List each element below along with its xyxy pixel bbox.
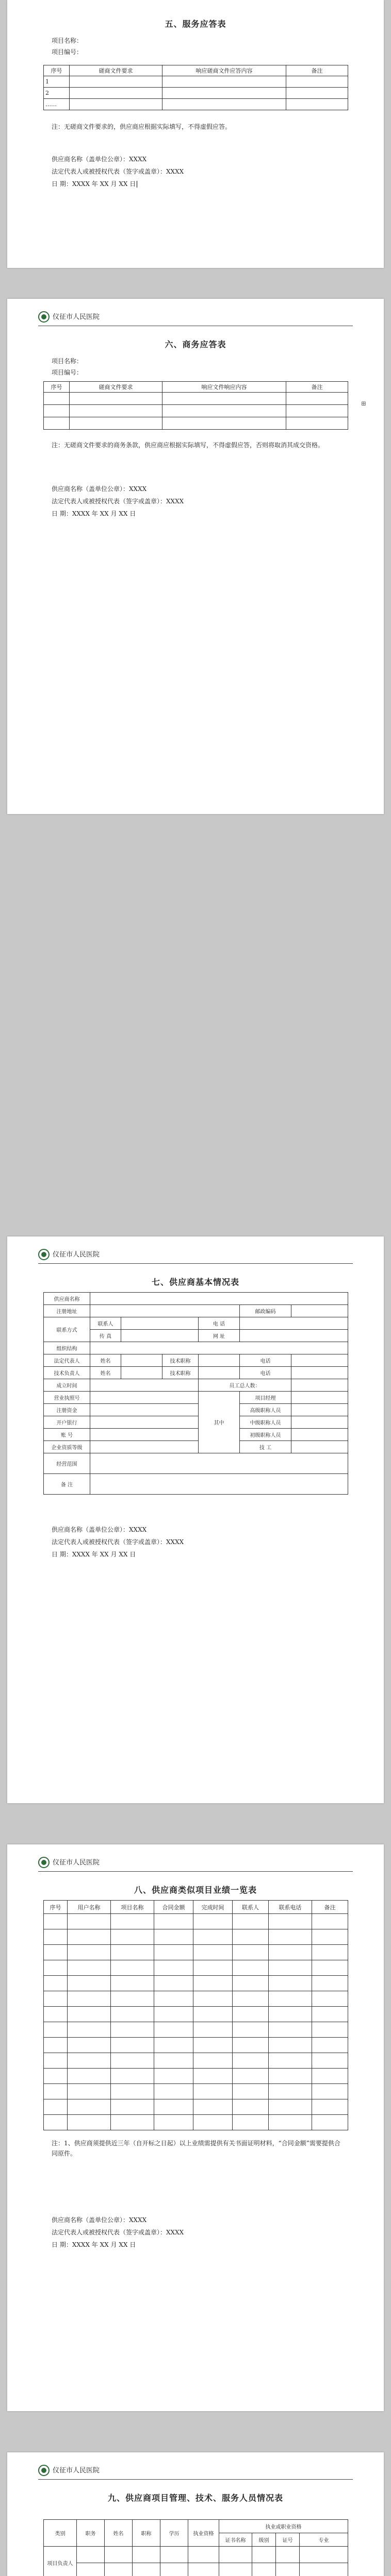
sign-representative: 法定代表人或被授权代表（签字或盖章）：XXXX xyxy=(52,2229,184,2236)
page-commercial-response xyxy=(7,299,384,814)
cell-license-no: 营业执照号 xyxy=(44,1392,90,1404)
table-header-row xyxy=(44,65,348,76)
row-index: 2 xyxy=(44,88,70,99)
col-requirement: 磋商文件要求 xyxy=(70,382,162,393)
col-name: 姓名 xyxy=(105,2520,133,2547)
row-project-lead: 项目负责人 xyxy=(44,2547,77,2576)
cell-phone3: 电话 xyxy=(240,1367,291,1379)
cell-business-scope: 经营范围 xyxy=(44,1453,90,1474)
header-text: 仪征市人民医院 xyxy=(53,1251,100,1259)
project-name-line: 项目名称： xyxy=(52,358,83,365)
table-header-row xyxy=(44,382,348,393)
col-response: 响应磋商文件应答内容 xyxy=(162,65,286,76)
cell-phone: 电 话 xyxy=(199,1317,240,1330)
row-index: …… xyxy=(44,99,70,110)
col-cert-no: 证号 xyxy=(276,2533,300,2547)
col-amount: 合同金额 xyxy=(154,1901,193,1914)
col-remark: 备注 xyxy=(286,382,348,393)
staff-table xyxy=(43,2519,348,2576)
sign-company: 供应商名称（盖单位公章）：XXXX xyxy=(52,156,147,163)
table-row xyxy=(44,88,348,99)
cell-name: 供应商名称 xyxy=(44,1293,90,1305)
cell-tech: 技 工 xyxy=(240,1441,291,1453)
cell-website: 网 址 xyxy=(199,1330,240,1342)
col-position: 职务 xyxy=(77,2520,105,2547)
sign-company: 供应商名称（盖单位公章）：XXXX xyxy=(52,2216,147,2224)
hospital-logo-icon xyxy=(38,2465,50,2476)
col-education: 学历 xyxy=(160,2520,188,2547)
sign-representative: 法定代表人或被授权代表（签字或盖章）：XXXX xyxy=(52,168,184,175)
cell-fax: 传 真 xyxy=(90,1330,121,1342)
project-no-line: 项目编号： xyxy=(52,48,83,56)
page-title: 五、服务应答表 xyxy=(165,19,226,29)
col-index: 序号 xyxy=(44,65,70,76)
cell-of-which: 其中 xyxy=(199,1392,240,1453)
cell-name2: 姓名 xyxy=(90,1354,121,1367)
col-response: 响应文件响应内容 xyxy=(162,382,286,393)
cell-tech-lead: 技术负责人 xyxy=(44,1367,90,1379)
page-performance-list xyxy=(7,1844,384,2411)
cell-staff-total: 员工总人数： xyxy=(199,1379,291,1392)
col-finish: 完成时间 xyxy=(193,1901,233,1914)
page-header xyxy=(38,1856,353,1872)
cell-account: 账 号 xyxy=(44,1429,90,1441)
header-text: 仪征市人民医院 xyxy=(53,1859,100,1867)
col-user: 用户名称 xyxy=(68,1901,111,1914)
page-title: 六、商务应答表 xyxy=(165,340,226,349)
page-supplier-info xyxy=(7,1236,384,1803)
col-phone: 联系电话 xyxy=(269,1901,312,1914)
project-no-line: 项目编号： xyxy=(52,369,83,376)
cell-contact: 联系方式 xyxy=(44,1317,90,1342)
col-cert-name: 证书名称 xyxy=(219,2533,252,2547)
cell-legal-rep: 法定代表人 xyxy=(44,1354,90,1367)
col-remark: 备注 xyxy=(286,65,348,76)
col-index: 序号 xyxy=(44,1901,68,1914)
cell-phone2: 电话 xyxy=(240,1354,291,1367)
page-service-response xyxy=(7,0,384,268)
sign-company: 供应商名称（盖单位公章）：XXXX xyxy=(52,485,147,493)
col-category: 类别 xyxy=(44,2520,77,2547)
cell-postcode: 邮政编码 xyxy=(240,1305,291,1317)
performance-table xyxy=(43,1900,348,2130)
page-header xyxy=(38,310,353,326)
sign-date: 日 期：XXXX 年 XX 月 XX 日 xyxy=(52,1551,136,1558)
cell-name3: 姓名 xyxy=(90,1367,121,1379)
page-title: 八、供应商类似项目业绩一览表 xyxy=(134,1885,257,1895)
table-row xyxy=(44,393,348,405)
service-response-table xyxy=(43,65,348,110)
col-project: 项目名称 xyxy=(111,1901,154,1914)
row-index: 1 xyxy=(44,76,70,88)
col-major: 专业 xyxy=(300,2533,348,2547)
commercial-response-table xyxy=(43,381,348,430)
table-note: 注：无磋商文件要求的商务条款，供应商应根据实际填写，不得虚假应答，否则将取消其成交资格。 xyxy=(52,442,324,449)
page-header xyxy=(38,1248,353,1264)
table-row xyxy=(44,405,348,417)
sign-date: 日 期：XXXX 年 XX 月 XX 日 xyxy=(52,510,136,517)
page-title: 九、供应商项目管理、技术、服务人员情况表 xyxy=(107,2493,283,2503)
sign-date-text: 日 期：XXXX 年 XX 月 XX 日 xyxy=(52,180,136,188)
header-text: 仪征市人民医院 xyxy=(53,2467,100,2475)
cell-project-manager: 项目经理 xyxy=(240,1392,291,1404)
cell-title3: 技术职称 xyxy=(162,1367,199,1379)
col-contact: 联系人 xyxy=(233,1901,269,1914)
hospital-logo-icon xyxy=(38,1249,50,1260)
hospital-logo-icon xyxy=(38,311,50,323)
cell-scope: 企业资质等级 xyxy=(44,1441,90,1453)
col-requirement: 磋商文件要求 xyxy=(70,65,162,76)
hospital-logo-icon xyxy=(38,1857,50,1868)
cell-junior: 初级职称人员 xyxy=(240,1429,291,1441)
col-title: 职称 xyxy=(133,2520,160,2547)
project-name-line: 项目名称： xyxy=(52,37,83,44)
cell-senior: 高级职称人员 xyxy=(240,1404,291,1416)
table-row xyxy=(44,417,348,430)
table-note: 注：1、供应商须提供近三年（自开标之日起）以上业绩需提供有关书面证明材料，“合同金额”需要提供合同原件。 xyxy=(52,2140,340,2157)
cell-reg-capital: 注册资金 xyxy=(44,1404,90,1416)
sign-representative: 法定代表人或被授权代表（签字或盖章）：XXXX xyxy=(52,498,184,505)
col-remark: 备注 xyxy=(312,1901,348,1914)
sign-representative: 法定代表人或被授权代表（签字或盖章）：XXXX xyxy=(52,1538,184,1546)
page-title: 七、供应商基本情况表 xyxy=(151,1277,239,1287)
cell-org-type: 组织结构 xyxy=(44,1342,90,1354)
sign-date xyxy=(52,179,137,189)
sign-company: 供应商名称（盖单位公章）：XXXX xyxy=(52,1526,147,1533)
sign-date: 日 期：XXXX 年 XX 月 XX 日 xyxy=(52,2241,136,2248)
page-staff-info xyxy=(7,2452,384,2576)
cell-contact-person: 联系人 xyxy=(90,1317,121,1330)
table-anchor-icon[interactable]: ⊞ xyxy=(361,400,366,407)
cell-reg-addr: 注册地址 xyxy=(44,1305,90,1317)
cell-remarks: 备 注 xyxy=(44,1474,90,1495)
col-cert-group: 执业或职业资格 xyxy=(219,2520,348,2533)
table-header-row xyxy=(44,2520,348,2533)
table-header-row xyxy=(44,1901,348,1914)
page-header xyxy=(38,2464,353,2480)
col-level: 级别 xyxy=(252,2533,276,2547)
table-row xyxy=(44,99,348,110)
col-index: 序号 xyxy=(44,382,70,393)
cell-middle: 中级职称人员 xyxy=(240,1416,291,1429)
cell-title2: 技术职称 xyxy=(162,1354,199,1367)
cell-open-bank: 开户银行 xyxy=(44,1416,90,1429)
cell-found-time: 成立时间 xyxy=(44,1379,90,1392)
header-text: 仪征市人民医院 xyxy=(53,313,100,321)
col-qualification: 执业资格 xyxy=(188,2520,219,2547)
table-note: 注：无磋商文件要求的，供应商应根据实际填写，不得虚假应答。 xyxy=(52,123,232,130)
table-row xyxy=(44,76,348,88)
supplier-info-table xyxy=(43,1292,348,1495)
